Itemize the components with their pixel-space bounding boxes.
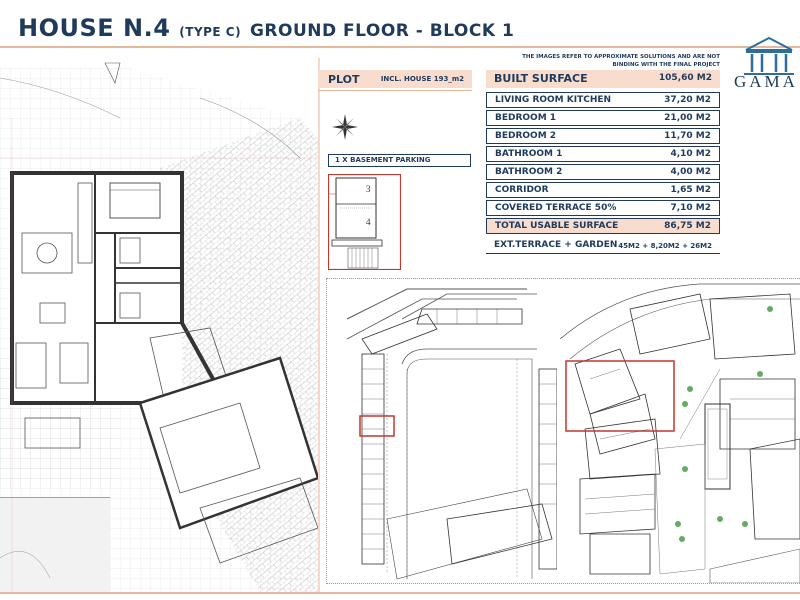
total-value: 86,75 M2 bbox=[664, 221, 711, 231]
ext-label: EXT.TERRACE + GARDEN bbox=[494, 240, 618, 250]
room-value: 11,70 M2 bbox=[664, 131, 711, 141]
room-value: 7,10 M2 bbox=[670, 203, 711, 213]
title-divider bbox=[0, 46, 800, 48]
table-row bbox=[486, 200, 720, 216]
parking-label: 1 X BASEMENT PARKING bbox=[335, 156, 431, 164]
room-label: COVERED TERRACE 50% bbox=[495, 203, 617, 213]
title-type: (TYPE C) bbox=[179, 25, 242, 39]
room-label: CORRIDOR bbox=[495, 185, 549, 195]
title-floor: GROUND FLOOR - BLOCK 1 bbox=[249, 21, 515, 41]
brand-name: GAMA bbox=[734, 72, 798, 91]
ground-site-plan bbox=[560, 279, 800, 583]
room-value: 4,00 M2 bbox=[670, 167, 711, 177]
room-label: BATHROOM 1 bbox=[495, 149, 563, 159]
room-value: 21,00 M2 bbox=[664, 113, 711, 123]
total-surface-row bbox=[486, 218, 720, 234]
room-value: 1,65 M2 bbox=[670, 185, 711, 195]
bottom-divider bbox=[0, 592, 800, 594]
built-surface-row bbox=[486, 70, 720, 88]
ext-terrace-row bbox=[486, 238, 720, 254]
table-row bbox=[486, 92, 720, 108]
title-bar bbox=[0, 0, 800, 48]
room-value: 37,20 M2 bbox=[664, 95, 711, 105]
parking-header bbox=[328, 154, 471, 167]
title-main: HOUSE N.4 bbox=[18, 14, 171, 42]
plot-value: INCL. HOUSE 193_m2 bbox=[380, 75, 464, 83]
ext-value: 45M2 + 8,20M2 + 26M2 bbox=[618, 242, 712, 250]
plot-divider bbox=[318, 90, 472, 91]
compass-icon bbox=[330, 112, 360, 142]
room-label: BEDROOM 2 bbox=[495, 131, 557, 141]
table-row bbox=[486, 182, 720, 198]
basement-site-plan bbox=[327, 279, 557, 583]
built-surface-value: 105,60 M2 bbox=[658, 73, 712, 83]
table-row bbox=[486, 164, 720, 180]
total-label: TOTAL USABLE SURFACE bbox=[495, 221, 619, 231]
disclaimer-text: THE IMAGES REFER TO APPROXIMATE SOLUTIONS AND ARE NOT BINDING WITH THE FINAL PROJECT bbox=[522, 54, 720, 68]
plot-label: PLOT bbox=[328, 73, 360, 86]
room-label: BEDROOM 1 bbox=[495, 113, 557, 123]
table-row bbox=[486, 146, 720, 162]
parking-plan-drawing bbox=[328, 174, 401, 270]
parking-space-4: 4 bbox=[366, 217, 371, 227]
room-label: LIVING ROOM KITCHEN bbox=[495, 95, 612, 105]
floor-plan-drawing bbox=[0, 58, 318, 592]
page-title bbox=[18, 14, 514, 42]
built-surface-label: BUILT SURFACE bbox=[494, 72, 588, 85]
room-label: BATHROOM 2 bbox=[495, 167, 563, 177]
table-row bbox=[486, 128, 720, 144]
parking-space-3: 3 bbox=[366, 184, 371, 194]
room-value: 4,10 M2 bbox=[670, 149, 711, 159]
column-divider bbox=[318, 58, 320, 594]
plot-header bbox=[318, 70, 472, 88]
table-row bbox=[486, 110, 720, 126]
